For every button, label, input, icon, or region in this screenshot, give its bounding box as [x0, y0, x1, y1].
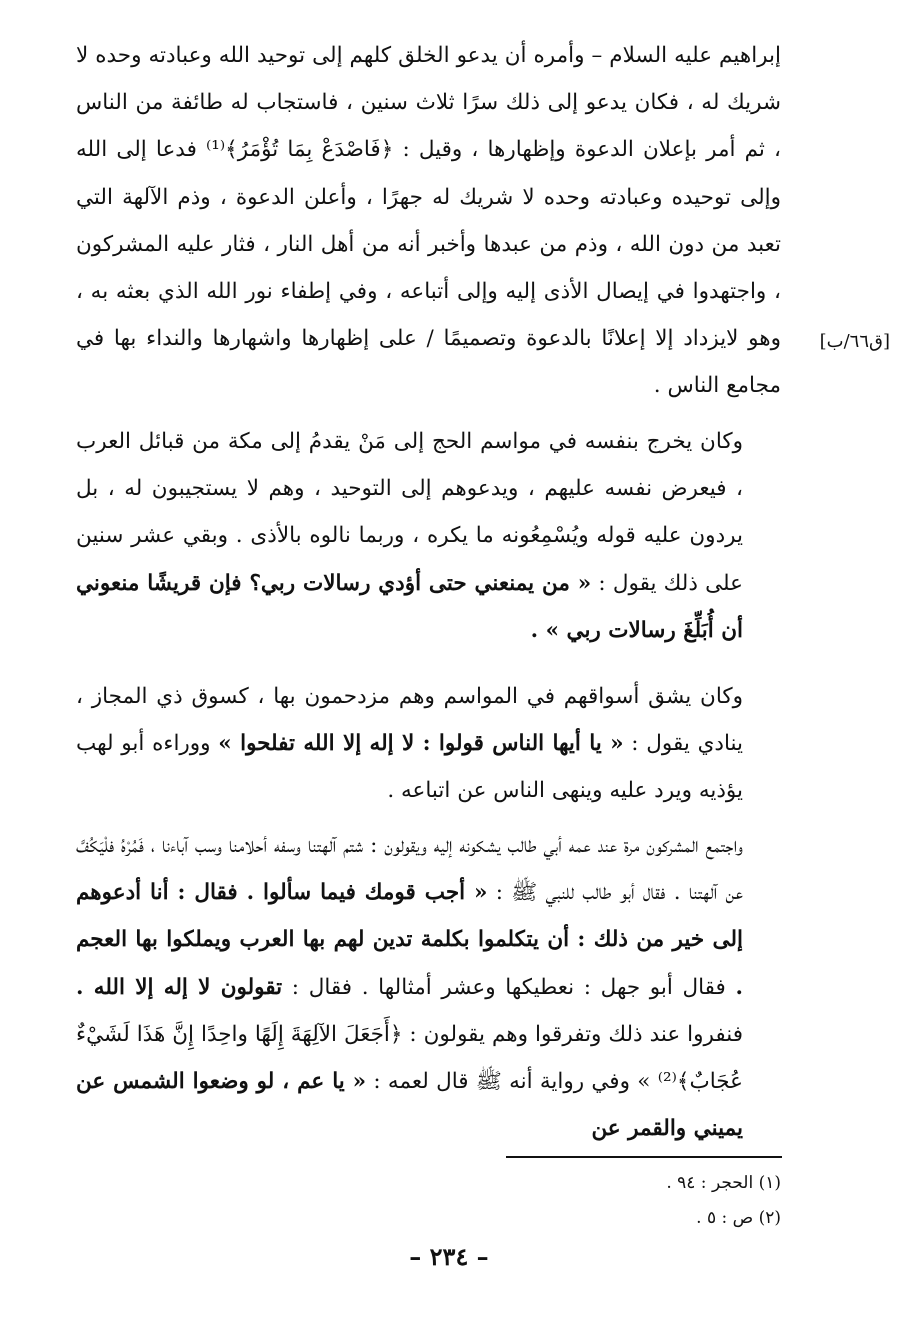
- manuscript-folio-marker: [ق٦٦/ب]: [819, 331, 890, 352]
- hadith-quote-1: « من يمنعني حتى أؤدي رسالات ربي؟ فإن قريشًا منعوني أن أُبَلِّغَ رسالات ربي » .: [76, 570, 743, 643]
- paragraph-4-text-c: فنفروا عند ذلك وتفرقوا وهم يقولون : ﴿أَجَعَلَ الآلِهَةَ إِلَهًا واحِدًا إِنَّ هَذَا لَشَيْءٌ عُجَابٌ﴾⁽²⁾ » وفي رواية أنه ﷺ قال لعمه :: [76, 1021, 743, 1095]
- paragraph-4: [76, 822, 781, 1152]
- hadith-quote-2: « يا أيها الناس قولوا : لا إله إلا الله تفلحوا »: [218, 731, 624, 757]
- paragraph-3-text-b: ووراءه أبو لهب يؤذيه ويرد عليه وينهى الناس عن اتباعه .: [76, 731, 743, 804]
- paragraph-3-text-a: وكان يشق أسواقهم في المواسم وهم مزدحمون بها ، كسوق ذي المجاز ، ينادي يقول :: [76, 684, 744, 757]
- paragraph-3: [76, 673, 781, 815]
- paragraph-4-text-b: فقال أبو جهل : نعطيكها وعشر أمثالها . فقال :: [282, 974, 736, 1000]
- hadith-quote-3: « أجب قومك فيما سألوا . فقال : أنا أدعوهم إلى خير من ذلك : أن يتكلموا بكلمة تدين لهم بها العرب ويملكوا بها العجم .: [76, 880, 743, 1000]
- paragraph-1: [76, 32, 781, 410]
- paragraph-1-text: إبراهيم عليه السلام – وأمره أن يدعو الخلق كلهم إلى توحيد الله وعبادته وحده لا شريك له ، فكان يدعو إلى ذلك سرًا ثلاث سنين ، فاستجاب له طائفة من الناس ، ثم أمر بإعلان الدعوة وإظهارها ، وقيل : ﴿فَاصْدَعْ بِمَا تُؤْمَرُ﴾⁽¹⁾ فدعا إلى الله وإلى توحيده وعبادته وحده لا شريك له جهرًا ، وأعلن الدعوة ، وذم الآلهة التي تعبد من دون الله ، وذم من عبدها وأخبر أنه من أهل النار ، فثار عليه المشركون ، واجتهدوا في إيصال الأذى إليه وإلى أتباعه ، وفي إطفاء نور الله الذي بعثه به ، وهو لايزداد إلا إعلانًا بالدعوة وتصميمًا / على إظهارها واشهارها والنداء بها في مجامع الناس .: [76, 43, 781, 399]
- footnote-separator: [506, 1156, 782, 1158]
- paragraph-2-text: وكان يخرج بنفسه في مواسم الحج إلى مَنْ يقدمُ إلى مكة من قبائل العرب ، فيعرض نفسه عليهم ، ويدعوهم إلى التوحيد ، وهم لا يستجيبون له ، بل يردون عليه قوله ويُسْمِعُونه ما يكره ، وربما نالوه بالأذى . وبقي عشر سنين على ذلك يقول :: [76, 429, 744, 596]
- page-number: – ٢٣٤ –: [409, 1242, 489, 1271]
- hadith-quote-5: « يا عم ، لو وضعوا الشمس عن يميني والقمر عن: [76, 1069, 743, 1142]
- paragraph-4-text-a: واجتمع المشركون مرة عند عمه أبي طالب يشكونه إليه ويقولون : شتم آلهتنا وسفه أحلامنا وسب آباءنا ، فَمُرْهُ فلْيَكُفَّ عن آلهتنا . فقال أبو طالب للنبي ﷺ :: [76, 833, 743, 906]
- footnote-1: (١) الحجر : ٩٤ .: [666, 1173, 781, 1193]
- footnote-2: (٢) ص : ٥ .: [696, 1208, 781, 1228]
- hadith-quote-4: تقولون لا إله إلا الله .: [76, 974, 283, 1000]
- paragraph-2: [76, 418, 781, 654]
